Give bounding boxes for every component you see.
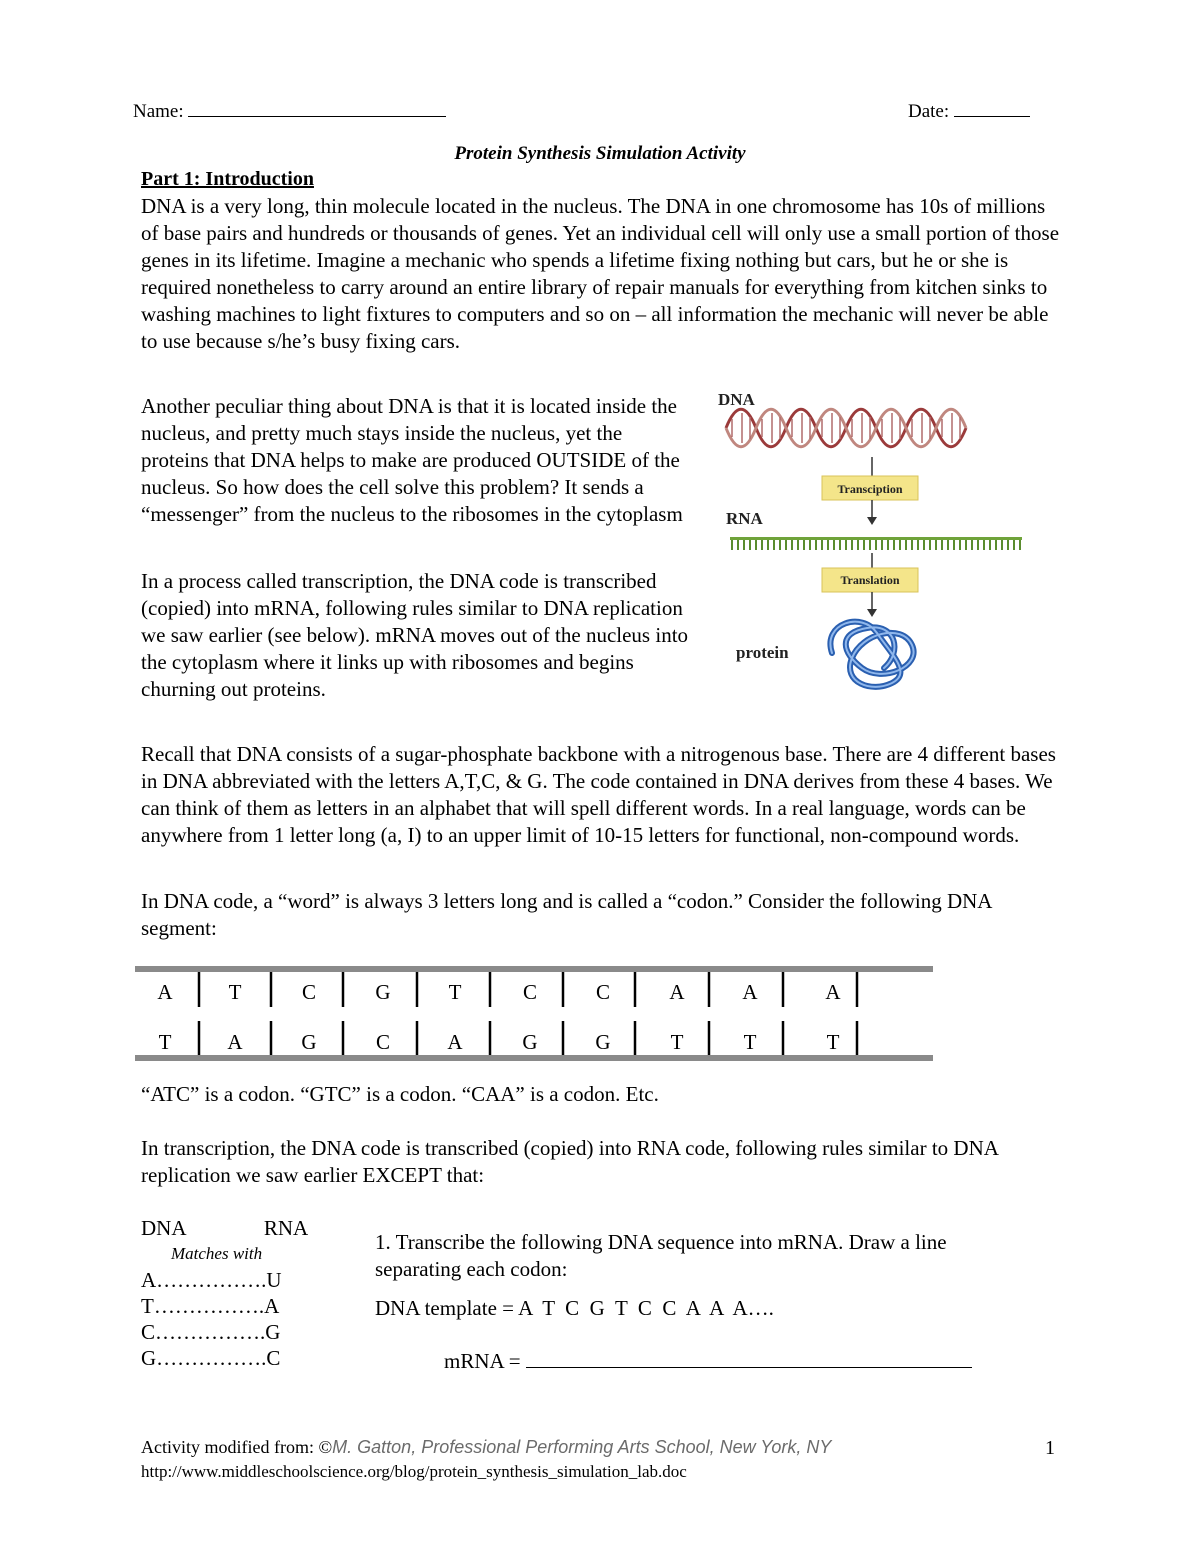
date-field xyxy=(908,98,1030,123)
dna-top-base: A xyxy=(669,980,685,1004)
arrow-down-icon xyxy=(867,517,877,525)
dna-bottom-base: A xyxy=(447,1030,463,1054)
nucleus-paragraph: Another peculiar thing about DNA is that it is located inside the nucleus, and pretty much stays inside the nucleus, yet the proteins that DNA helps to make are produced OUTSIDE of the nucleus. So how does the cell solve this problem? It sends a “messenger” from the nucleus to the ribosomes in the cytoplasm xyxy=(141,394,683,526)
translation-label: Translation xyxy=(840,573,900,587)
dna-top-base: C xyxy=(522,980,537,1004)
page-title: Protein Synthesis Simulation Activity xyxy=(454,143,746,164)
dna-template-sequence: A T C G T C C A A A…. xyxy=(518,1296,774,1320)
dna-bottom-base: C xyxy=(375,1030,390,1054)
codon-paragraph: In DNA code, a “word” is always 3 letters long and is called a “codon.” Consider the following DNA segment: xyxy=(141,889,992,940)
matches-with-label: Matches with xyxy=(171,1244,263,1263)
dna-segment-diagram xyxy=(135,966,933,1062)
pairing-dna-header: DNA xyxy=(141,1216,186,1240)
rna-label: RNA xyxy=(726,509,763,528)
dna-bottom-base: T xyxy=(670,1030,684,1054)
arrow-down-icon xyxy=(867,609,877,617)
date-label: Date: xyxy=(908,101,950,122)
dna-top-base: A xyxy=(742,980,758,1004)
protein-icon xyxy=(830,622,913,687)
footer-credit xyxy=(141,1437,831,1458)
dna-bottom-base: T xyxy=(158,1030,172,1054)
dna-top-base: T xyxy=(448,980,462,1004)
dna-template-label: DNA template = xyxy=(375,1296,514,1320)
protein-label: protein xyxy=(736,643,789,662)
name-field xyxy=(133,98,446,123)
mrna-answer-blank[interactable] xyxy=(526,1349,972,1368)
footer-prefix: Activity modified from: © xyxy=(141,1437,333,1457)
footer-author: M. Gatton, Professional Performing Arts School, New York, NY xyxy=(332,1437,832,1457)
part1-heading: Part 1: Introduction xyxy=(141,168,314,190)
name-label: Name: xyxy=(133,101,184,122)
date-blank[interactable] xyxy=(954,98,1030,117)
dna-bottom-base: G xyxy=(522,1030,538,1054)
dna-label: DNA xyxy=(718,390,755,409)
dna-bottom-base: G xyxy=(595,1030,611,1054)
dna-bottom-base: T xyxy=(743,1030,757,1054)
dna-top-base: T xyxy=(228,980,242,1004)
transcription-paragraph: In a process called transcription, the DNA code is transcribed (copied) into mRNA, following rules similar to DNA replication we saw earlier (see below). mRNA moves out of the nucleus into the cytoplasm where it links up with ribosomes and begins churning out proteins. xyxy=(141,569,689,701)
dna-bottom-base: G xyxy=(301,1030,317,1054)
transcription-label: Transciption xyxy=(837,482,903,496)
footer-url[interactable]: http://www.middleschoolscience.org/blog/protein_synthesis_simulation_lab.doc xyxy=(141,1462,687,1481)
dna-top-base: A xyxy=(825,980,841,1004)
pairing-row: G…………….C xyxy=(141,1346,281,1370)
intro-paragraph: DNA is a very long, thin molecule located in the nucleus. The DNA in one chromosome has 10s of millions of base pairs and hundreds or thousands of genes. Yet an individual cell will only use a small portion of those genes in its lifetime. Imagine a mechanic who spends a lifetime fixing nothing but cars, but he or she is required nonetheless to carry around an entire library of repair manuals for everything from kitchen sinks to washing machines to light fixtures to computers and so on – all information the mechanic will never be able to use because s/he’s busy fixing cars. xyxy=(141,194,1060,353)
pairing-row: C…………….G xyxy=(141,1320,281,1344)
pairing-rna-header: RNA xyxy=(263,1216,309,1240)
central-dogma-figure xyxy=(712,383,1032,695)
page-number: 1 xyxy=(1045,1437,1055,1459)
dna-template-line xyxy=(375,1296,774,1321)
base-pairing-table xyxy=(141,1215,308,1371)
name-blank[interactable] xyxy=(188,98,446,117)
question-1-text: 1. Transcribe the following DNA sequence into mRNA. Draw a line separating each codon: xyxy=(375,1230,947,1281)
transcription-rules-intro: In transcription, the DNA code is transcribed (copied) into RNA code, following rules similar to DNA replication we saw earlier EXCEPT that: xyxy=(141,1136,998,1187)
bases-paragraph: Recall that DNA consists of a sugar-phosphate backbone with a nitrogenous base. There are 4 different bases in DNA abbreviated with the letters A,T,C, & G. The code contained in DNA derives from these 4 bases. We can think of them as letters in an alphabet that will spell different words. In a real language, words can be anywhere from 1 letter long (a, I) to an upper limit of 10-15 letters for functional, non-compound words. xyxy=(141,742,1056,847)
central-dogma-diagram xyxy=(712,383,1032,695)
dna-top-base: C xyxy=(301,980,316,1004)
dna-bottom-base: A xyxy=(227,1030,243,1054)
codon-examples: “ATC” is a codon. “GTC” is a codon. “CAA” is a codon. Etc. xyxy=(141,1082,659,1106)
dna-top-base: G xyxy=(375,980,391,1004)
mrna-answer-line xyxy=(444,1349,972,1374)
dna-bottom-base: T xyxy=(826,1030,840,1054)
pairing-row: A…………….U xyxy=(141,1268,282,1292)
dna-top-base: C xyxy=(595,980,610,1004)
mrna-label: mRNA = xyxy=(444,1349,521,1373)
dna-top-base: A xyxy=(157,980,173,1004)
pairing-row: T…………….A xyxy=(141,1294,280,1318)
